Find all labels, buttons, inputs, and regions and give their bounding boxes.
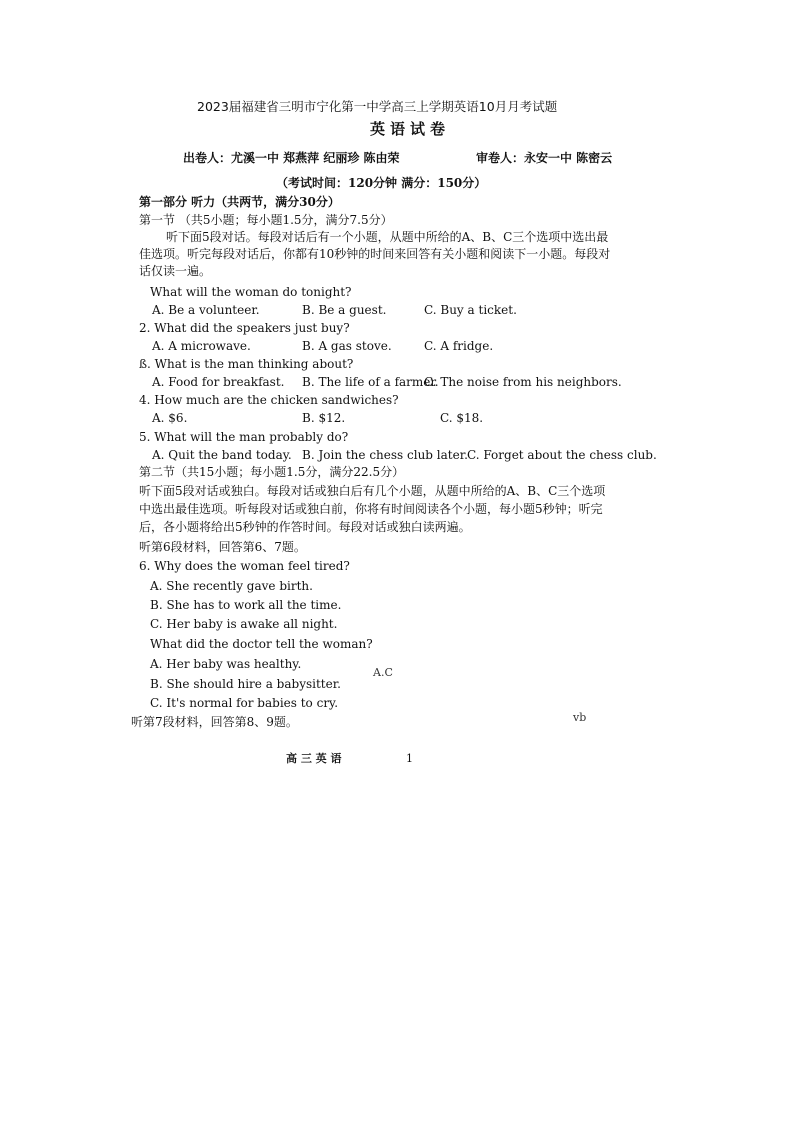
question-1-option-b: B. Be a guest. xyxy=(302,303,387,317)
question-7-option-b: B. She should hire a babysitter. xyxy=(150,677,341,691)
question-5-option-b: B. Join the chess club later. xyxy=(302,448,468,462)
part1-heading: 第一部分 听力（共两节，满分30分） xyxy=(139,195,340,209)
question-4-option-c: C. $18. xyxy=(440,411,484,425)
question-2-option-b: B. A gas stove. xyxy=(302,339,392,353)
section1-instruction-line-2: 佳选项。听完每段对话后，你都有10秒钟的时间来回答有关小题和阅读下一小题。每段对 xyxy=(139,247,611,261)
section2-instruction-line-2: 中选出最佳选项。听每段对话或独白前，你将有时间阅读各个小题，每小题5秒钟；听完 xyxy=(139,502,603,516)
question-4: 4. How much are the chicken sandwiches? xyxy=(139,393,399,407)
question-3-option-c: C. The noise from his neighbors. xyxy=(424,375,622,389)
question-6-option-b: B. She has to work all the time. xyxy=(150,598,342,612)
question-6-option-c: C. Her baby is awake all night. xyxy=(150,617,338,631)
paper-title: 英语试卷 xyxy=(370,120,451,138)
question-5: 5. What will the man probably do? xyxy=(139,430,349,444)
section1-instruction-line-1: 听下面5段对话。每段对话后有一个小题，从题中所给的A、B、C三个选项中选出最 xyxy=(166,230,609,244)
question-5-option-a: A. Quit the band today. xyxy=(152,448,292,462)
section2-instruction-line-3: 后，各小题将给出5秒钟的作答时间。每段对话或独白读两遍。 xyxy=(139,520,471,534)
question-4-option-b: B. $12. xyxy=(302,411,346,425)
scan-mark: A.C xyxy=(373,666,393,679)
footer-page-number: 1 xyxy=(406,752,413,765)
material-6-label: 听第6段材料，回答第6、7题。 xyxy=(139,540,306,554)
exam-info: （考试时间：120分钟 满分：150分） xyxy=(276,176,487,190)
question-4-option-a: A. $6. xyxy=(152,411,188,425)
document-title: 2023届福建省三明市宁化第一中学高三上学期英语10月月考试题 xyxy=(197,99,558,114)
scan-mark: vb xyxy=(573,711,587,724)
question-1: What will the woman do tonight? xyxy=(150,285,352,299)
section1-instruction-line-3: 话仅读一遍。 xyxy=(139,264,212,278)
question-7-option-a: A. Her baby was healthy. xyxy=(150,657,302,671)
question-7-option-c: C. It's normal for babies to cry. xyxy=(150,696,339,710)
section1-heading: 第一节 （共5小题；每小题1.5分，满分7.5分） xyxy=(139,213,393,227)
footer-subject: 高 三 英 语 xyxy=(286,752,342,765)
section2-instruction-line-1: 听下面5段对话或独白。每段对话或独白后有几个小题，从题中所给的A、B、C三个选项 xyxy=(139,484,606,498)
question-3-option-a: A. Food for breakfast. xyxy=(152,375,285,389)
reviewers-line: 审卷人：永安一中 陈密云 xyxy=(476,151,613,165)
question-2-option-a: A. A microwave. xyxy=(152,339,251,353)
question-5-option-c: C. Forget about the chess club. xyxy=(467,448,657,462)
question-2-option-c: C. A fridge. xyxy=(424,339,494,353)
question-3-option-b: B. The life of a farmer. xyxy=(302,375,439,389)
question-1-option-c: C. Buy a ticket. xyxy=(424,303,517,317)
question-6: 6. Why does the woman feel tired? xyxy=(139,559,350,573)
question-3: ß. What is the man thinking about? xyxy=(139,357,354,371)
material-7-label: 听第7段材料，回答第8、9题。 xyxy=(131,715,298,729)
authors-line: 出卷人：尤溪一中 郑燕萍 纪丽珍 陈由荣 xyxy=(183,151,400,165)
question-1-option-a: A. Be a volunteer. xyxy=(152,303,260,317)
question-7: What did the doctor tell the woman? xyxy=(150,637,373,651)
question-2: 2. What did the speakers just buy? xyxy=(139,321,350,335)
section2-heading: 第二节（共15小题；每小题1.5分，满分22.5分） xyxy=(139,465,405,479)
question-6-option-a: A. She recently gave birth. xyxy=(150,579,313,593)
